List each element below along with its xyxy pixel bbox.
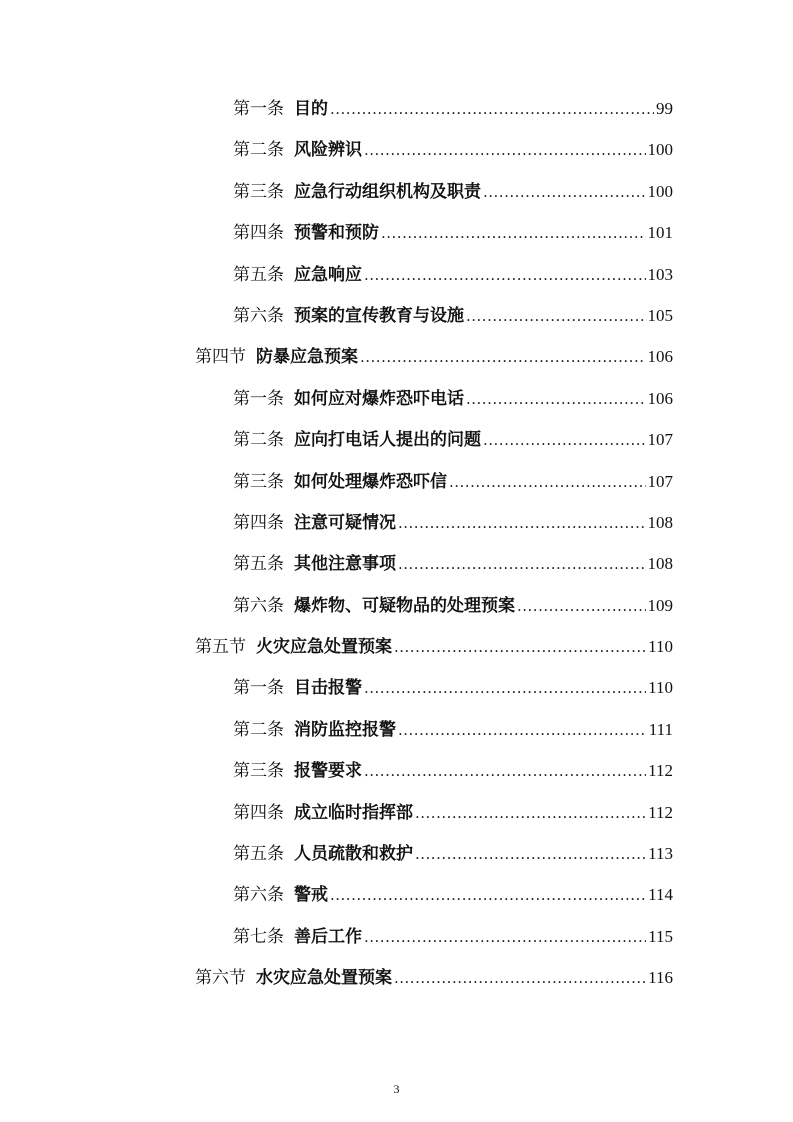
toc-entry[interactable] [0, 874, 793, 915]
toc-section-title: 水灾应急处置预案 [256, 968, 392, 989]
toc-entry-number: 第四条 [233, 512, 284, 533]
toc-entry[interactable] [0, 378, 793, 419]
dot-leader [364, 917, 646, 958]
toc-entry-page: 99 [656, 99, 673, 118]
dot-leader [517, 586, 646, 627]
toc-entry-page: 112 [648, 802, 673, 822]
table-of-contents [0, 88, 793, 999]
toc-section-number: 第四节 [195, 347, 246, 368]
dot-leader [398, 503, 646, 544]
dot-leader [394, 627, 646, 668]
toc-entry-page: 113 [648, 844, 673, 864]
toc-section-page: 110 [648, 637, 673, 657]
toc-section[interactable] [0, 626, 793, 667]
toc-entry-page: 100 [647, 140, 673, 160]
toc-section-page: 106 [647, 347, 673, 367]
toc-entry-number: 第一条 [233, 99, 284, 119]
toc-entry[interactable] [0, 171, 793, 212]
toc-entry-page: 108 [647, 554, 673, 574]
dot-leader [381, 213, 646, 254]
dot-leader [360, 337, 646, 378]
toc-entry-page: 103 [647, 264, 673, 284]
toc-entry[interactable] [0, 502, 793, 543]
dot-leader [466, 379, 646, 420]
dot-leader [394, 958, 646, 999]
toc-entry-number: 第四条 [233, 223, 284, 244]
toc-entry-page: 106 [647, 388, 673, 408]
dot-leader [483, 420, 646, 461]
toc-entry[interactable] [0, 750, 793, 791]
toc-entry-title: 爆炸物、可疑物品的处理预案 [294, 595, 515, 616]
dot-leader [398, 710, 647, 751]
toc-entry-page: 109 [647, 595, 673, 615]
toc-entry-page: 107 [647, 430, 673, 450]
dot-leader [466, 296, 646, 337]
toc-entry-title: 报警要求 [294, 761, 362, 782]
dot-leader [330, 875, 646, 916]
toc-entry-title: 目的 [294, 99, 328, 119]
toc-entry-number: 第一条 [233, 388, 284, 409]
toc-entry[interactable] [0, 792, 793, 833]
page-number: 3 [393, 1082, 400, 1096]
toc-entry-title: 注意可疑情况 [294, 512, 396, 533]
toc-entry-page: 101 [647, 223, 673, 243]
toc-entry-title: 预警和预防 [294, 223, 379, 244]
toc-entry-title: 风险辨识 [294, 140, 362, 161]
toc-entry-page: 107 [647, 471, 673, 491]
toc-entry-number: 第二条 [233, 430, 284, 451]
toc-entry[interactable] [0, 709, 793, 750]
dot-leader [364, 668, 646, 709]
toc-entry-title: 善后工作 [294, 926, 362, 947]
toc-entry-number: 第一条 [233, 678, 284, 699]
toc-section-title: 火灾应急处置预案 [256, 637, 392, 658]
toc-entry-title: 预案的宣传教育与设施 [294, 305, 464, 326]
toc-section-number: 第五节 [195, 637, 246, 658]
toc-entry-number: 第六条 [233, 595, 284, 616]
toc-entry-number: 第五条 [233, 264, 284, 285]
toc-section[interactable] [0, 957, 793, 998]
toc-entry-page: 111 [648, 719, 673, 739]
toc-entry-title: 消防监控报警 [294, 719, 396, 740]
toc-entry-number: 第五条 [233, 554, 284, 575]
toc-entry[interactable] [0, 667, 793, 708]
toc-entry-number: 第七条 [233, 926, 284, 947]
toc-entry[interactable] [0, 585, 793, 626]
toc-entry-title: 其他注意事项 [294, 554, 396, 575]
toc-entry-title: 如何处理爆炸恐吓信 [294, 471, 447, 492]
toc-entry-title: 应向打电话人提出的问题 [294, 430, 481, 451]
toc-entry-number: 第六条 [233, 885, 284, 906]
dot-leader [398, 544, 646, 585]
toc-section[interactable] [0, 336, 793, 377]
toc-entry[interactable] [0, 543, 793, 584]
dot-leader [364, 130, 646, 171]
toc-entry-page: 108 [647, 512, 673, 532]
dot-leader [330, 89, 654, 130]
toc-entry-title: 人员疏散和救护 [294, 844, 413, 865]
toc-entry-title: 如何应对爆炸恐吓电话 [294, 388, 464, 409]
dot-leader [364, 255, 646, 296]
toc-entry-number: 第二条 [233, 719, 284, 740]
dot-leader [483, 172, 646, 213]
toc-entry-page: 100 [647, 181, 673, 201]
toc-entry[interactable] [0, 833, 793, 874]
toc-section-title: 防暴应急预案 [256, 347, 358, 368]
toc-entry-number: 第三条 [233, 471, 284, 492]
toc-entry-number: 第六条 [233, 305, 284, 326]
dot-leader [364, 751, 646, 792]
toc-entry-title: 应急行动组织机构及职责 [294, 181, 481, 202]
dot-leader [415, 793, 646, 834]
toc-entry[interactable] [0, 88, 793, 129]
toc-section-page: 116 [648, 968, 673, 988]
dot-leader [415, 834, 646, 875]
toc-entry-page: 114 [648, 885, 673, 905]
dot-leader [449, 462, 646, 503]
toc-entry-number: 第三条 [233, 761, 284, 782]
toc-entry[interactable] [0, 419, 793, 460]
toc-entry-number: 第四条 [233, 802, 284, 823]
toc-entry-page: 110 [648, 678, 673, 698]
toc-entry[interactable] [0, 212, 793, 253]
toc-entry-page: 105 [647, 305, 673, 325]
toc-entry-page: 112 [648, 761, 673, 781]
toc-entry-title: 目击报警 [294, 678, 362, 699]
toc-entry[interactable] [0, 295, 793, 336]
toc-entry-title: 警戒 [294, 885, 328, 906]
toc-entry-title: 成立临时指挥部 [294, 802, 413, 823]
toc-entry[interactable] [0, 916, 793, 957]
toc-entry-number: 第三条 [233, 181, 284, 202]
toc-entry-number: 第五条 [233, 844, 284, 865]
toc-section-number: 第六节 [195, 968, 246, 989]
toc-entry[interactable] [0, 129, 793, 170]
toc-entry[interactable] [0, 254, 793, 295]
toc-entry-title: 应急响应 [294, 264, 362, 285]
toc-entry-page: 115 [648, 926, 673, 946]
toc-entry-number: 第二条 [233, 140, 284, 161]
toc-entry[interactable] [0, 461, 793, 502]
